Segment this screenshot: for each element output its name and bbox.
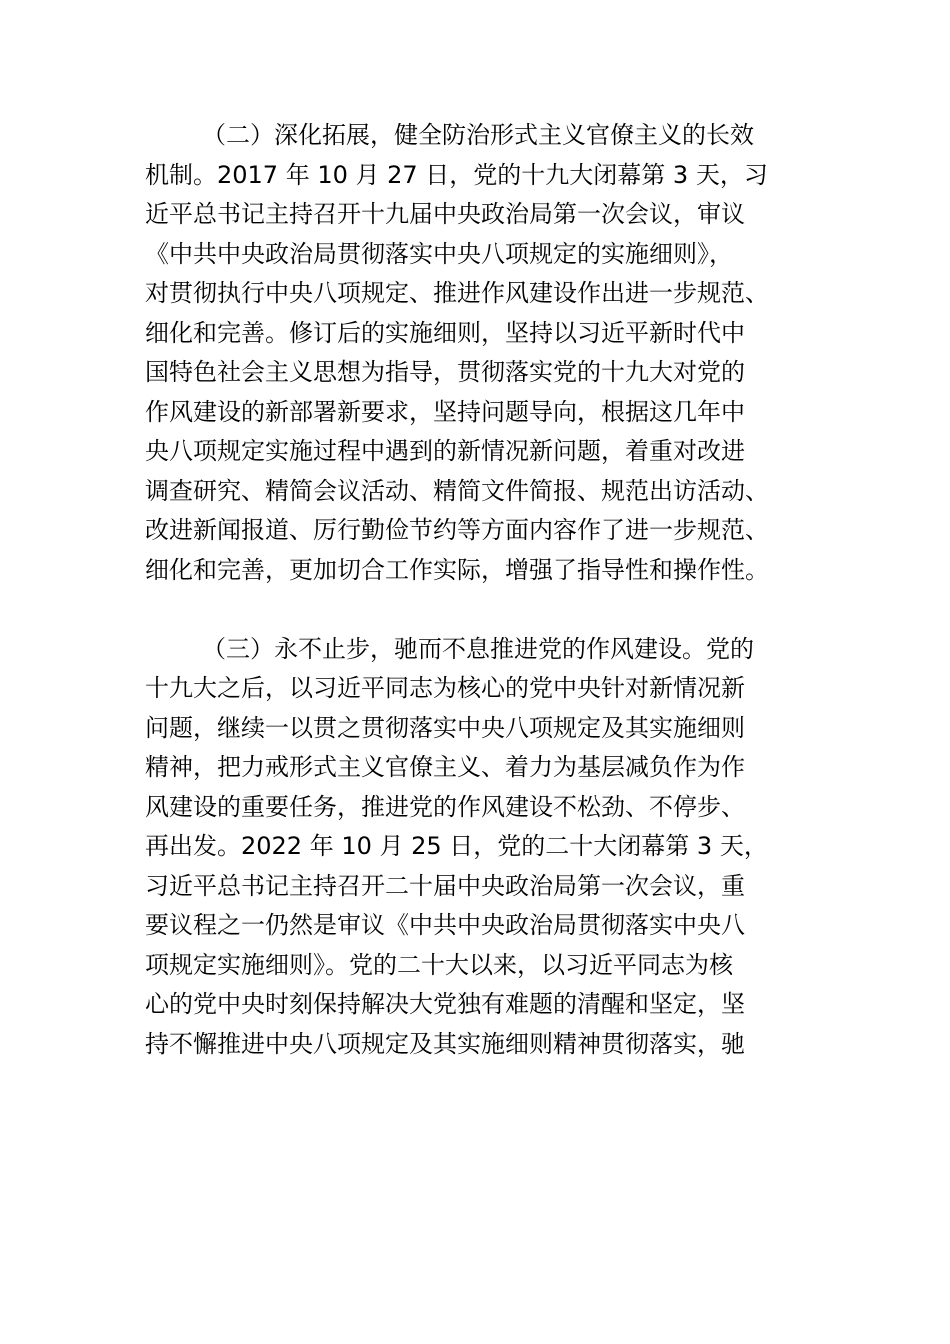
paragraph-line: （二）深化拓展，健全防治形式主义官僚主义的长效: [202, 121, 754, 149]
paragraph-line: 再出发。2022 年 10 月 25 日，党的二十大闭幕第 3 天，: [145, 832, 768, 860]
paragraph-line: 细化和完善，更加切合工作实际，增强了指导性和操作性。: [145, 555, 769, 584]
paragraph-line: 项规定实施细则》。党的二十大以来，以习近平同志为核: [145, 950, 733, 979]
paragraph-line: 十九大之后，以习近平同志为核心的党中央针对新情况新: [145, 674, 745, 702]
paragraph-line: （三）永不止步，驰而不息推进党的作风建设。党的: [202, 634, 754, 663]
paragraph-line: 要议程之一仍然是审议《中共中央政治局贯彻落实中央八: [145, 911, 745, 939]
paragraph-line: 风建设的重要任务，推进党的作风建设不松劲、不停步、: [145, 792, 745, 821]
paragraph-line: 央八项规定实施过程中遇到的新情况新问题，着重对改进: [145, 437, 745, 465]
paragraph-line: 调查研究、精简会议活动、精简文件简报、规范出访活动、: [145, 476, 769, 505]
paragraph-2: [145, 116, 800, 590]
paragraph-line: 细化和完善。修订后的实施细则，坚持以习近平新时代中: [145, 318, 745, 347]
paragraph-line: 作风建设的新部署新要求，坚持问题导向，根据这几年中: [145, 397, 745, 426]
paragraph-line: 近平总书记主持召开十九届中央政治局第一次会议，审议: [145, 200, 745, 228]
paragraph-spacer: [145, 590, 800, 630]
paragraph-line: 精神，把力戒形式主义官僚主义、着力为基层减负作为作: [145, 753, 745, 781]
paragraph-line: 机制。2017 年 10 月 27 日，党的十九大闭幕第 3 天，习: [145, 160, 768, 189]
paragraph-line: 国特色社会主义思想为指导，贯彻落实党的十九大对党的: [145, 358, 745, 386]
paragraph-line: 习近平总书记主持召开二十届中央政治局第一次会议，重: [145, 871, 745, 900]
paragraph-line: 对贯彻执行中央八项规定、推进作风建设作出进一步规范、: [145, 279, 769, 307]
paragraph-3: [145, 630, 800, 1065]
paragraph-line: 改进新闻报道、厉行勤俭节约等方面内容作了进一步规范、: [145, 516, 769, 544]
document-body: [145, 116, 800, 1064]
paragraph-line: 心的党中央时刻保持解决大党独有难题的清醒和坚定，坚: [145, 990, 745, 1018]
paragraph-line: 问题，继续一以贯之贯彻落实中央八项规定及其实施细则: [145, 713, 745, 742]
paragraph-line: 持不懈推进中央八项规定及其实施细则精神贯彻落实，驰: [145, 1029, 745, 1058]
paragraph-line: 《中共中央政治局贯彻落实中央八项规定的实施细则》，: [145, 239, 733, 268]
